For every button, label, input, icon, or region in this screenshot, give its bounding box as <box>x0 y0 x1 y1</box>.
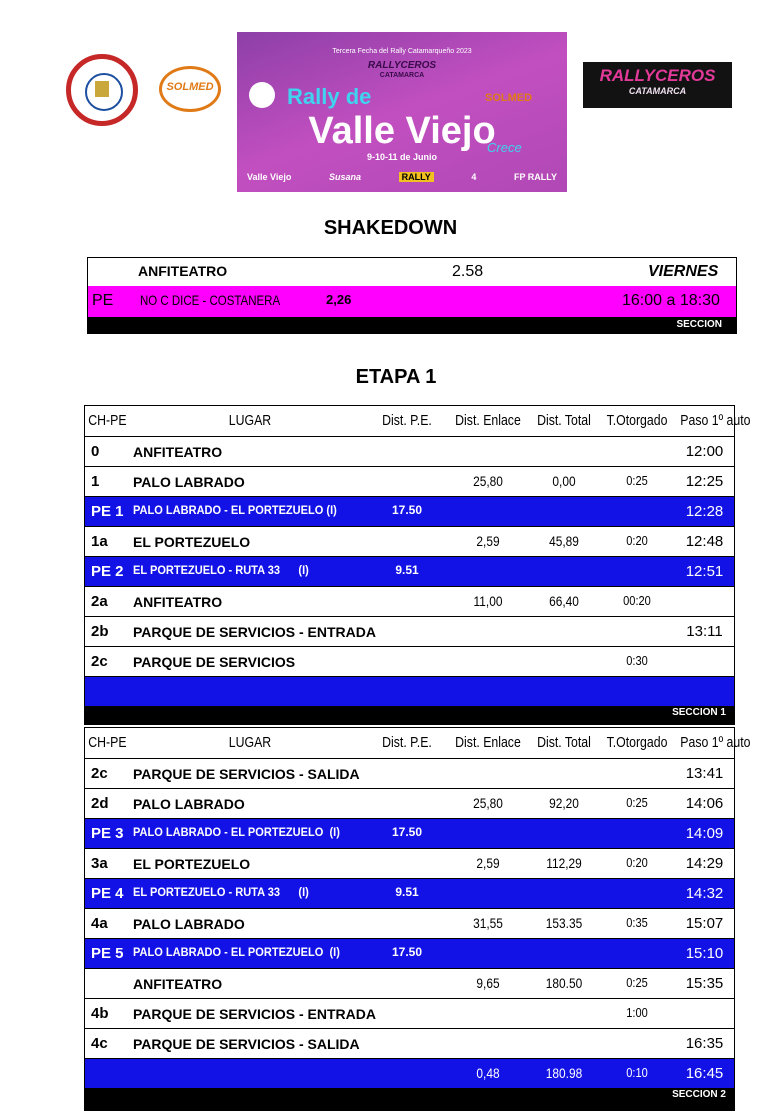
sponsor-susana: Susana <box>328 172 361 182</box>
paso-cell: 14:06 <box>685 795 724 812</box>
header-cell: LUGAR <box>228 734 272 751</box>
stage-row <box>85 496 734 526</box>
rallyceros-logo-text: RALLYCEROS <box>599 66 716 85</box>
t-otorgado-cell: 0:20 <box>626 533 648 548</box>
shakedown-table <box>87 257 737 334</box>
solmed-logo <box>159 66 221 112</box>
dist-pe-cell: 17.50 <box>391 945 423 959</box>
t-otorgado-cell: 0:25 <box>626 975 648 990</box>
sponsor-fp-rally: FP RALLY <box>513 172 557 182</box>
header-cell: CH-PE <box>88 734 127 751</box>
ch-pe-cell: PE 5 <box>91 945 124 962</box>
table-header <box>85 406 751 436</box>
lugar-cell: PARQUE DE SERVICIOS <box>133 654 296 670</box>
header-cell: Dist. Enlace <box>455 412 521 429</box>
section-footer-label: SECCION 1 <box>672 707 726 718</box>
banner-valle-viejo: Valle Viejo <box>308 110 496 152</box>
ch-pe-cell: 2b <box>91 623 109 640</box>
table-row <box>85 466 734 496</box>
paso-cell: 14:32 <box>685 885 724 902</box>
table-row <box>85 848 734 878</box>
header-cell: Paso 1º auto <box>680 412 751 429</box>
t-otorgado-cell: 0:35 <box>626 915 648 930</box>
section-footer <box>85 706 734 724</box>
ch-pe-cell: PE 3 <box>91 825 124 842</box>
ch-pe-cell: 2a <box>91 593 108 610</box>
header-cell: Dist. Total <box>537 734 591 751</box>
paso-cell: 16:35 <box>685 1035 724 1052</box>
stage-row <box>85 556 734 586</box>
shakedown-pe-name: NO C DICE - COSTANERA <box>140 292 281 308</box>
paso-cell: 15:07 <box>685 915 724 932</box>
ch-pe-cell: 3a <box>91 855 108 872</box>
stage-row <box>85 1058 734 1088</box>
lugar-cell: EL PORTEZUELO <box>133 856 251 872</box>
lugar-cell: PALO LABRADO <box>133 796 245 812</box>
dist-total-cell: 180.50 <box>545 975 583 991</box>
ch-pe-cell: 1 <box>91 473 100 490</box>
table-row <box>85 908 734 938</box>
stage-row <box>85 676 734 706</box>
t-otorgado-cell: 0:30 <box>626 653 648 668</box>
lugar-cell: EL PORTEZUELO <box>133 534 251 550</box>
paso-cell: 16:45 <box>685 1065 724 1082</box>
lugar-cell: ANFITEATRO <box>133 976 223 992</box>
lugar-cell: PALO LABRADO <box>133 916 245 932</box>
paso-cell: 15:35 <box>685 975 724 992</box>
lugar-cell: EL PORTEZUELO - RUTA 33 (I) <box>133 885 309 899</box>
header-cell: Dist. P.E. <box>382 734 432 751</box>
table-row <box>85 586 734 616</box>
banner-crece: Crece <box>487 140 522 155</box>
shakedown-footer <box>88 317 736 333</box>
lugar-cell: EL PORTEZUELO - RUTA 33 (I) <box>133 563 309 577</box>
paso-cell: 13:11 <box>686 623 723 640</box>
table-row <box>85 1028 734 1058</box>
sponsor-rally: RALLY <box>399 172 434 182</box>
ch-pe-cell: 2d <box>91 795 109 812</box>
banner-rally-de: Rally de <box>287 84 372 109</box>
paso-cell: 15:10 <box>685 945 724 962</box>
shakedown-day: VIERNES <box>648 263 719 280</box>
dist-total-cell: 66,40 <box>549 593 579 609</box>
paso-cell: 14:29 <box>685 855 724 872</box>
ch-pe-cell: 2c <box>91 765 108 782</box>
t-otorgado-cell: 0:20 <box>626 855 648 870</box>
dist-enlace-cell: 9,65 <box>476 975 500 991</box>
sponsor-valle-viejo: Valle Viejo <box>247 172 292 182</box>
dist-enlace-cell: 11,00 <box>473 593 503 609</box>
dist-total-cell: 112,29 <box>546 855 582 871</box>
header-cell: Paso 1º auto <box>680 734 751 751</box>
dist-pe-cell: 9.51 <box>395 563 419 577</box>
banner-top-text: Tercera Fecha del Rally Catamarqueño 2023 <box>332 48 472 55</box>
shakedown-pe-dist: 2,26 <box>326 292 352 307</box>
solmed-logo-text: SOLMED <box>166 81 214 93</box>
banner-sponsors <box>247 172 557 182</box>
t-otorgado-cell: 1:00 <box>626 1005 648 1020</box>
dist-pe-cell: 17.50 <box>391 503 423 517</box>
etapa1-section1-table <box>84 405 751 725</box>
lugar-cell: ANFITEATRO <box>133 594 223 610</box>
dist-total-cell: 92,20 <box>549 795 579 811</box>
table-row <box>85 968 734 998</box>
dist-enlace-cell: 31,55 <box>473 915 503 931</box>
t-otorgado-cell: 0:25 <box>626 473 648 488</box>
dist-total-cell: 180.98 <box>545 1065 583 1081</box>
header-cell: Dist. Total <box>537 412 591 429</box>
dist-pe-cell: 17.50 <box>391 825 423 839</box>
rally-banner-logo <box>237 32 567 192</box>
paso-cell: 12:00 <box>685 443 724 460</box>
ch-pe-cell: 4a <box>91 915 108 932</box>
paso-cell: 12:25 <box>685 473 724 490</box>
ch-pe-cell: PE 1 <box>91 503 124 520</box>
lugar-cell: PALO LABRADO <box>133 474 245 490</box>
lugar-cell: PALO LABRADO - EL PORTEZUELO (I) <box>133 825 340 839</box>
t-otorgado-cell: 00:20 <box>623 593 651 608</box>
stage-row <box>85 938 734 968</box>
dist-enlace-cell: 25,80 <box>473 795 503 811</box>
dist-total-cell: 45,89 <box>549 533 579 549</box>
banner-rallyceros: RALLYCEROS <box>367 60 437 71</box>
header-cell: T.Otorgado <box>606 734 668 751</box>
t-otorgado-cell: 0:25 <box>626 795 648 810</box>
lugar-cell: PARQUE DE SERVICIOS - ENTRADA <box>133 624 376 640</box>
table-row <box>85 526 734 556</box>
lugar-cell: ANFITEATRO <box>133 444 223 460</box>
banner-seal-icon <box>249 82 275 108</box>
dist-enlace-cell: 25,80 <box>473 473 503 489</box>
banner-catamarca: CATAMARCA <box>379 72 425 79</box>
table-header <box>85 728 751 758</box>
t-otorgado-cell: 0:10 <box>626 1065 648 1080</box>
paso-cell: 14:09 <box>685 825 724 842</box>
header-cell: Dist. Enlace <box>455 734 521 751</box>
sponsor-4: 4 <box>471 172 477 182</box>
etapa1-title: ETAPA 1 <box>355 366 437 388</box>
header-cell: CH-PE <box>88 412 127 429</box>
paso-cell: 12:28 <box>685 503 724 520</box>
stage-row <box>85 818 734 848</box>
ch-pe-cell: 4b <box>91 1005 109 1022</box>
table-row <box>85 616 734 646</box>
shakedown-row <box>88 258 736 286</box>
dist-total-cell: 153.35 <box>545 915 583 931</box>
dist-enlace-cell: 2,59 <box>476 533 500 549</box>
paso-cell: 13:41 <box>685 765 724 782</box>
shakedown-time: 16:00 a 18:30 <box>622 292 720 309</box>
stage-row <box>85 878 734 908</box>
header-cell: LUGAR <box>228 412 272 429</box>
paso-cell: 12:51 <box>685 563 724 580</box>
dist-enlace-cell: 2,59 <box>476 855 500 871</box>
lugar-cell: PARQUE DE SERVICIOS - ENTRADA <box>133 1006 376 1022</box>
banner-dates: 9-10-11 de Junio <box>366 152 438 162</box>
paso-cell: 12:48 <box>685 533 724 550</box>
table-row <box>85 646 734 676</box>
etapa1-section2-table <box>84 727 751 1111</box>
rallyceros-logo <box>583 62 732 108</box>
shakedown-title: SHAKEDOWN <box>323 217 458 239</box>
ch-pe-cell: 1a <box>91 533 108 550</box>
section-footer-label: SECCION 2 <box>672 1089 726 1100</box>
rallyceros-logo-sub: CATAMARCA <box>628 86 687 96</box>
table-row <box>85 788 734 818</box>
table-row <box>85 436 734 466</box>
lugar-cell: PALO LABRADO - EL PORTEZUELO (I) <box>133 945 340 959</box>
shakedown-pe-row <box>88 286 736 317</box>
shakedown-pe-label: PE <box>92 292 114 309</box>
shakedown-value: 2.58 <box>452 263 484 280</box>
table-row <box>85 758 734 788</box>
lugar-cell: PARQUE DE SERVICIOS - SALIDA <box>133 1036 360 1052</box>
table-row <box>85 998 734 1028</box>
lugar-cell: PARQUE DE SERVICIOS - SALIDA <box>133 766 360 782</box>
federation-seal-logo <box>66 54 138 126</box>
header-cell: Dist. P.E. <box>382 412 432 429</box>
shakedown-place: ANFITEATRO <box>138 263 228 279</box>
ch-pe-cell: PE 2 <box>91 563 124 580</box>
ch-pe-cell: 4c <box>91 1035 108 1052</box>
ch-pe-cell: PE 4 <box>91 885 124 902</box>
dist-total-cell: 0,00 <box>552 473 576 489</box>
section-footer <box>85 1088 734 1110</box>
banner-solmed: SOLMED <box>485 92 533 104</box>
header-cell: T.Otorgado <box>606 412 668 429</box>
dist-pe-cell: 9.51 <box>395 885 419 899</box>
lugar-cell: PALO LABRADO - EL PORTEZUELO (I) <box>133 503 337 517</box>
ch-pe-cell: 0 <box>91 443 100 460</box>
dist-enlace-cell: 0,48 <box>476 1065 500 1081</box>
shakedown-footer-label: SECCION <box>676 319 722 330</box>
ch-pe-cell: 2c <box>91 653 108 670</box>
